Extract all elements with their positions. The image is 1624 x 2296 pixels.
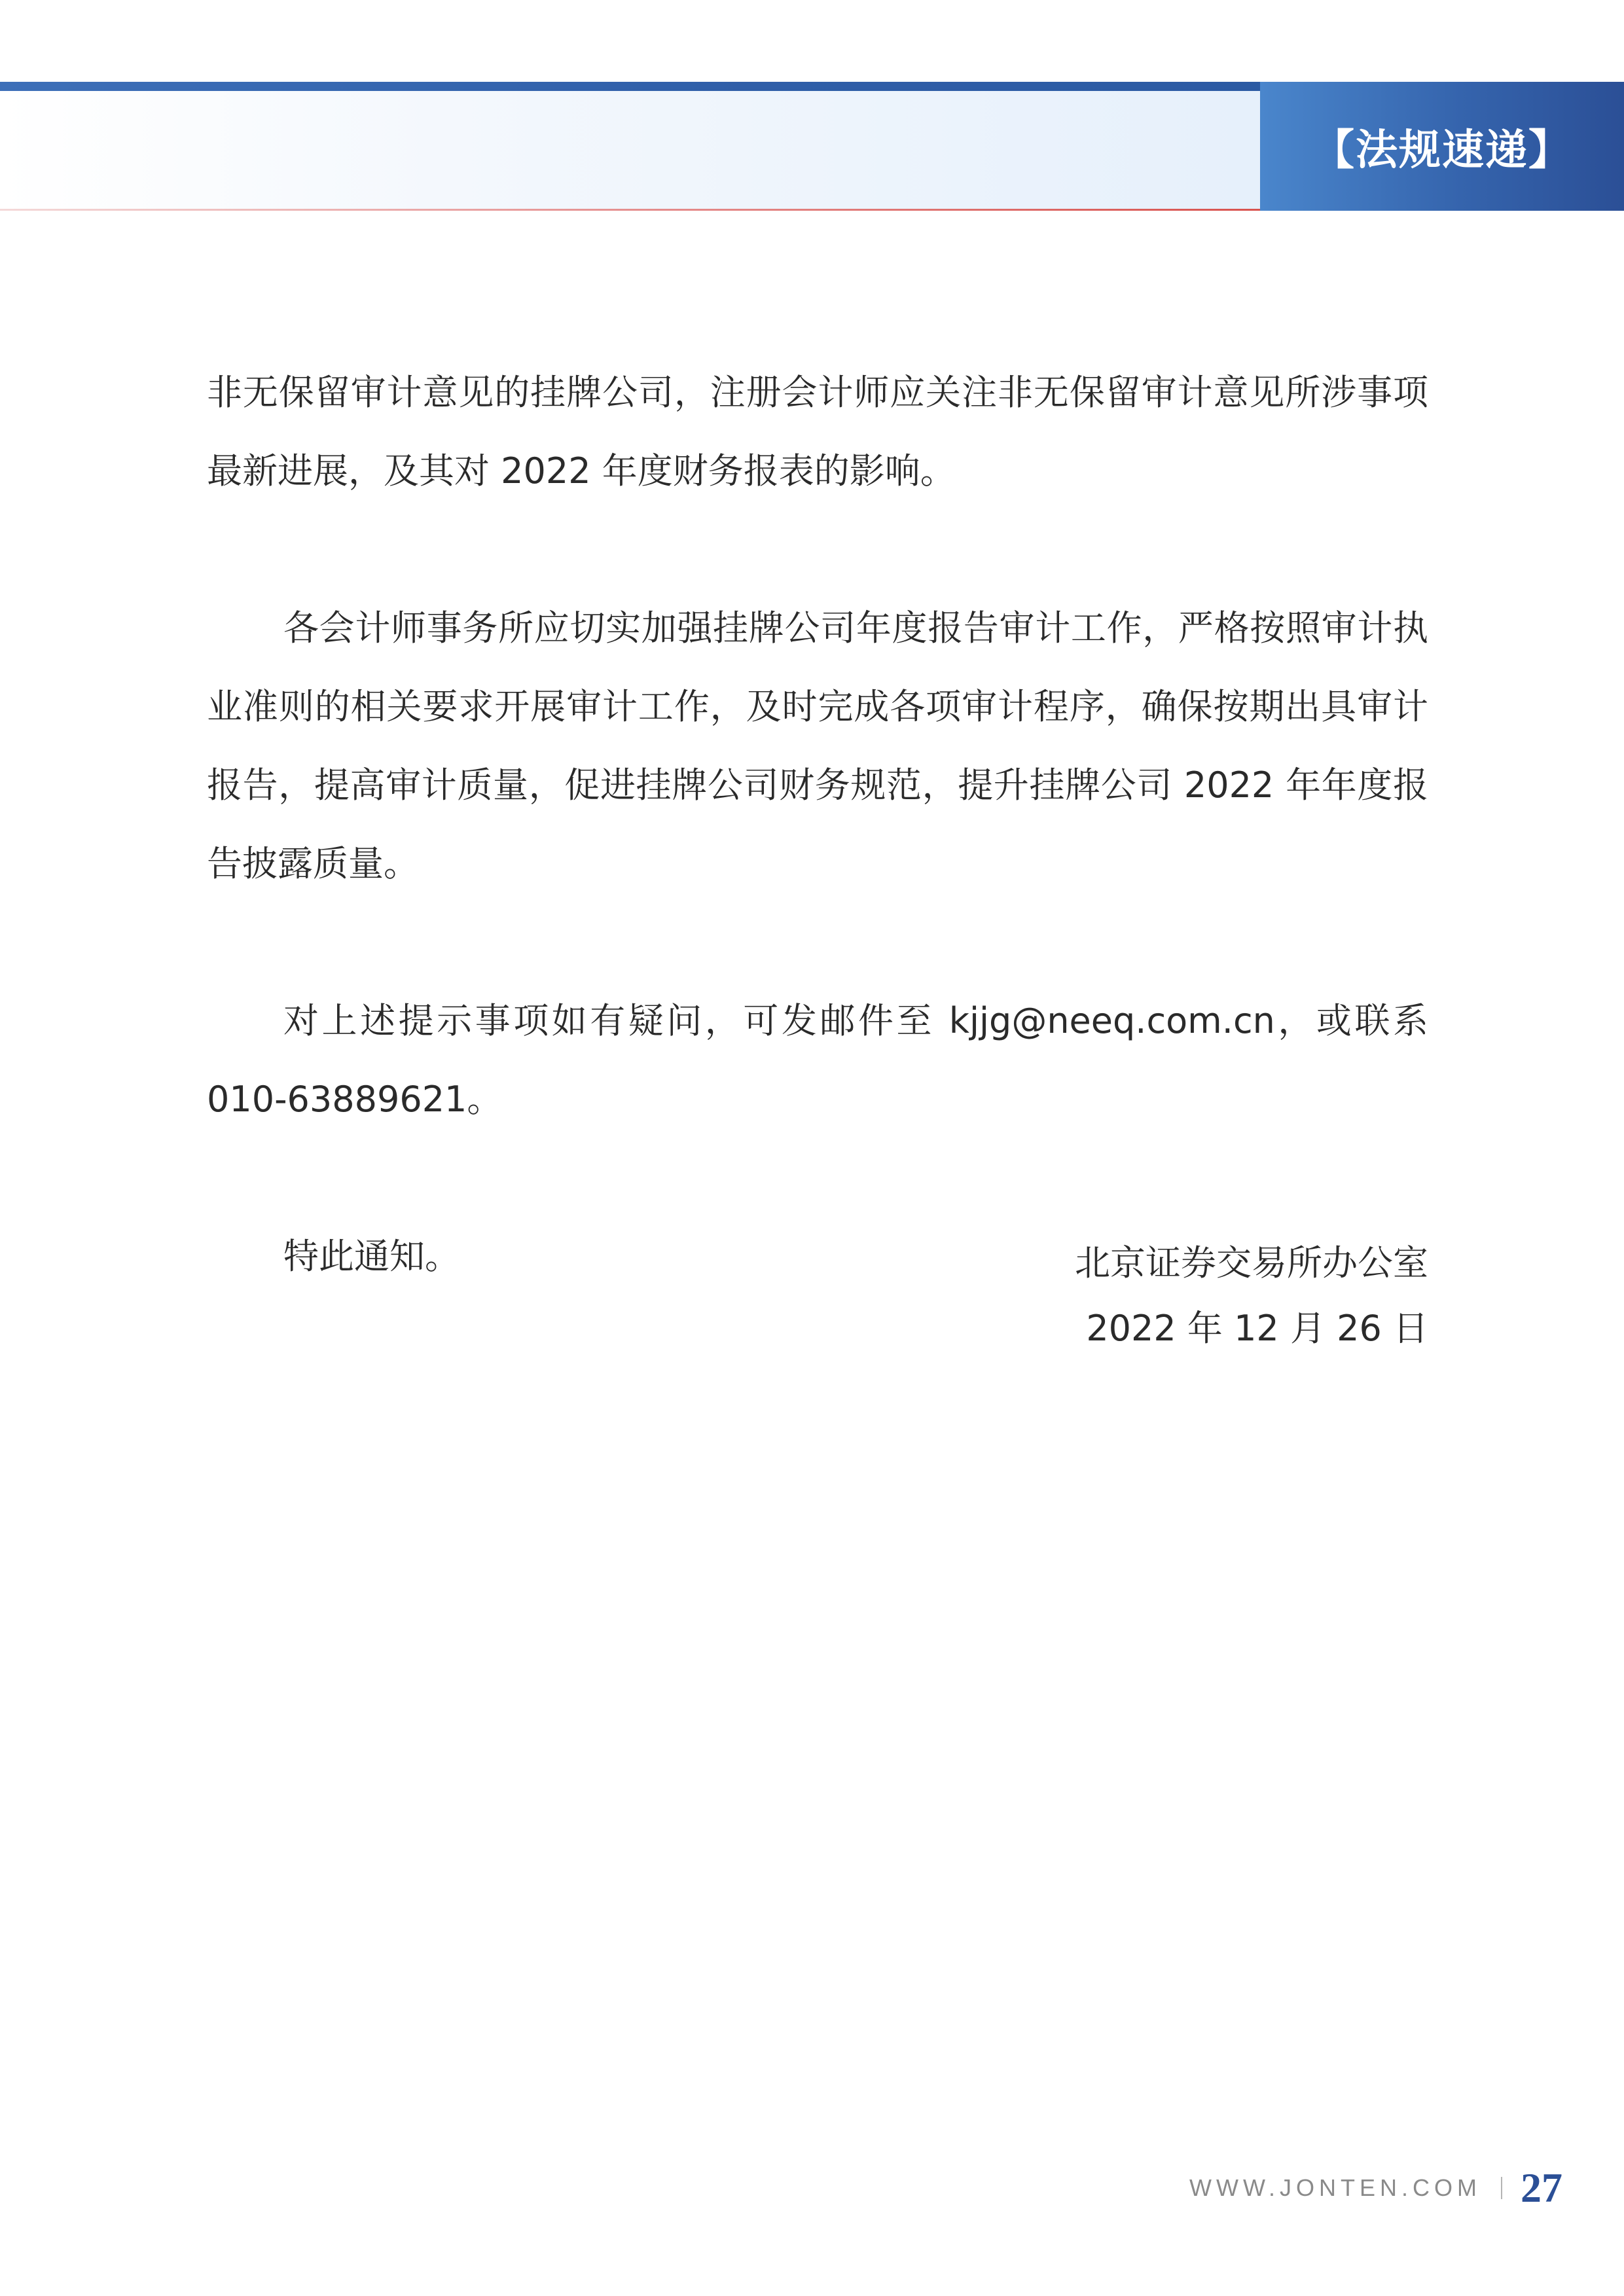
header-red-line xyxy=(0,209,1260,211)
signature-date: 2022 年 12 月 26 日 xyxy=(1086,1308,1428,1349)
page-footer xyxy=(1189,2159,1562,2217)
signature-org: 北京证券交易所办公室 xyxy=(1075,1242,1428,1283)
footer-website: WWW.JONTEN.COM xyxy=(1189,2174,1481,2201)
section-tag-label: 【法规速递】 xyxy=(1312,125,1572,175)
signature-block xyxy=(1075,1230,1428,1361)
header-band xyxy=(0,91,1260,209)
paragraph-1: 非无保留审计意见的挂牌公司，注册会计师应关注非无保留审计意见所涉事项最新进展，及其对 2022 年度财务报表的影响。 xyxy=(207,372,1428,492)
document-body xyxy=(207,353,1428,1374)
footer-divider xyxy=(1501,2177,1502,2199)
paragraph-4: 特此通知。 xyxy=(283,1236,460,1277)
header-accent-line xyxy=(0,82,1260,91)
paragraph-3: 对上述提示事项如有疑问，可发邮件至 kjjg@neeq.com.cn，或联系 010-63889621。 xyxy=(207,1000,1428,1120)
page-number: 27 xyxy=(1521,2164,1562,2211)
paragraph-2: 各会计师事务所应切实加强挂牌公司年度报告审计工作，严格按照审计执业准则的相关要求开展审计工作，及时完成各项审计程序，确保按期出具审计报告，提高审计质量，促进挂牌公司财务规范，提升挂牌公司 2022 年年度报告披露质量。 xyxy=(207,607,1428,884)
section-tag xyxy=(1260,82,1624,211)
